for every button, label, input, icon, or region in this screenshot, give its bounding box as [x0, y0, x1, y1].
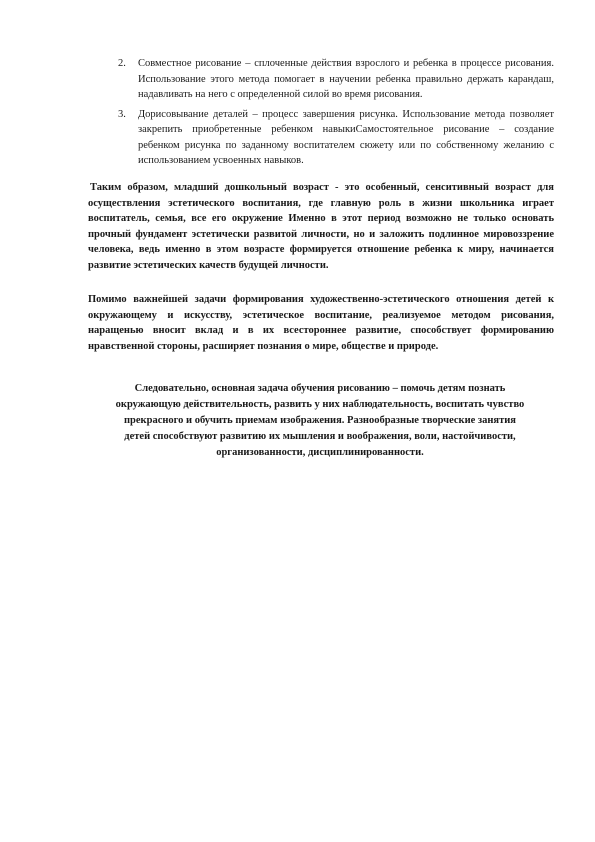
- list-item: [118, 107, 554, 169]
- paragraph-development: Помимо важнейшей задачи формирования художественно-эстетического отношения детей к окружающему и искусству, эстетическое воспитание, реализуемое методом рисования, наращенью вносит вклад и в их всестороннее развитие, способствует формированию нравственной стороны, расширяет познания о мире, обществе и природе.: [88, 294, 554, 352]
- list-item-text: Совместное рисование – сплоченные действия взрослого и ребенка в процессе рисования. Использование этого метода помогает в научении ребенка правильно держать карандаш, надавливать на него с определенной силой во время рисования.: [138, 58, 554, 100]
- list-item-number: 2.: [118, 58, 126, 69]
- list-item-number: 3.: [118, 108, 126, 120]
- numbered-list: [118, 56, 554, 173]
- list-item-text: Дорисовывание деталей – процесс завершения рисунка. Использование метода позволяет закрепить приобретенные ребенком навыкиСамостоятельное рисование – создание ребенком рисунка по заданному воспитателем сюжету или по собственному желанию с использованием усвоенных навыков.: [138, 108, 554, 166]
- paragraph-main-task: Следовательно, основная задача обучения рисованию – помочь детям познать окружающую действительность, развить у них наблюдательность, воспитать чувство прекрасного и обучить приемам изображения. Разнообразные творческие занятия детей способствуют развитию их мышления и воображения, воли, настойчивости, организованности, дисциплинированности.: [115, 383, 525, 458]
- paragraph-conclusion: Таким образом, младший дошкольный возраст - это особенный, сенситивный возраст для осуществления эстетического воспитания, где главную роль в жизни школьника играет воспитатель, семья, все его окружение Именно в этот период возможно не только основать прочный фундамент эстетически развитой личности, но и заложить подлинное мировоззрение человека, ведь именно в этом возрасте формируется отношение ребенка к миру, начинается развитие эстетических качеств будущей личности.: [88, 182, 554, 271]
- list-item: [118, 56, 554, 103]
